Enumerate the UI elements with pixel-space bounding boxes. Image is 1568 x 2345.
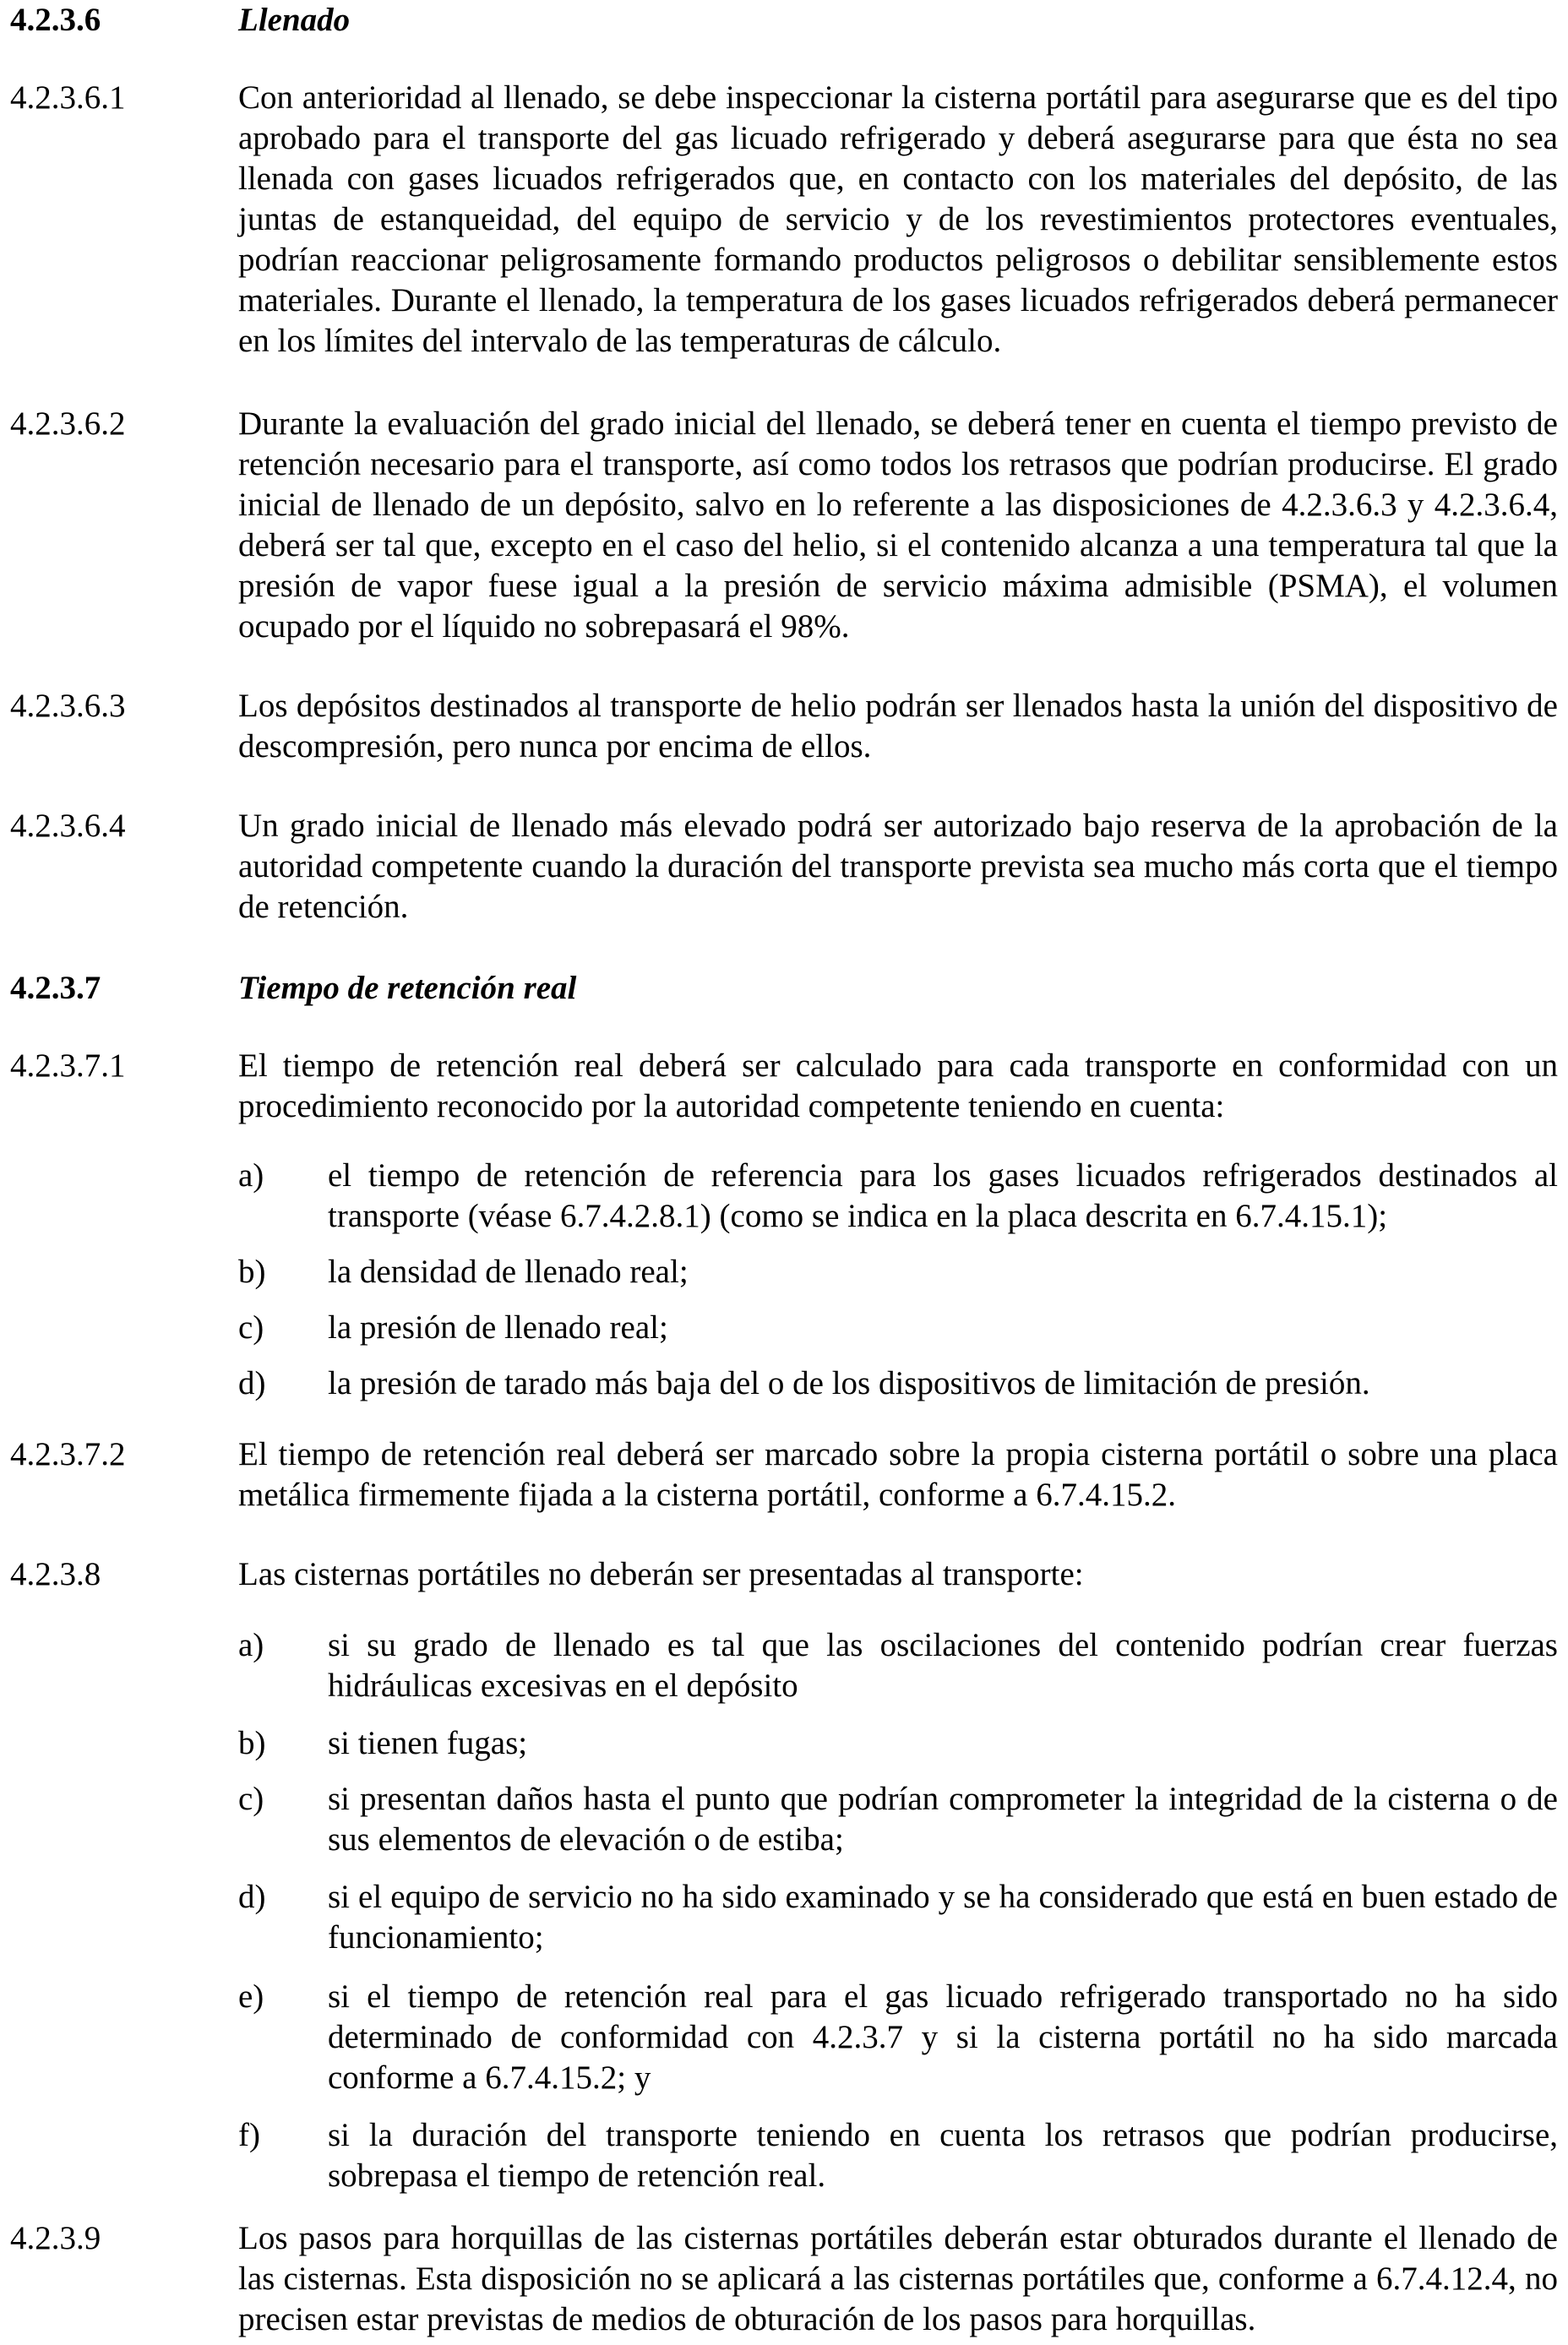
section-text: Las cisternas portátiles no deberán ser presentadas al transporte: bbox=[238, 1556, 1084, 1592]
list-item-label: d) bbox=[238, 1365, 266, 1401]
section-number: 4.2.3.6.1 bbox=[10, 79, 126, 116]
list-item-text: si su grado de llenado es tal que las oscilaciones del contenido podrían crear fuerzas hidráulicas excesivas en el depósito bbox=[328, 1627, 1558, 1704]
section-number: 4.2.3.7 bbox=[10, 970, 101, 1006]
list-item-label: e) bbox=[238, 1978, 264, 2015]
list-item-text: si presentan daños hasta el punto que podrían comprometer la integridad de la cisterna o de sus elementos de elevación o de estiba; bbox=[328, 1781, 1558, 1858]
section-text: Durante la evaluación del grado inicial del llenado, se deberá tener en cuenta el tiempo previsto de retención necesario para el transporte, así como todos los retrasos que podrían producirse. El grado inicial de llenado de un depósito, salvo en lo referente a las disposiciones de 4.2.3.6.3 y 4.2.3.6.4, deberá ser tal que, excepto en el caso del helio, si el contenido alcanza a una temperatura tal que la presión de vapor fuese igual a la presión de servicio máxima admisible (PSMA), el volumen ocupado por el líquido no sobrepasará el 98%. bbox=[238, 405, 1558, 645]
section-number: 4.2.3.8 bbox=[10, 1556, 101, 1592]
list-item bbox=[238, 1723, 1558, 1764]
section-paragraph bbox=[10, 806, 1558, 928]
list-item-text: si la duración del transporte teniendo en cuenta los retrasos que podrían producirse, sobrepasa el tiempo de retención real. bbox=[328, 2117, 1558, 2194]
section-number: 4.2.3.7.2 bbox=[10, 1436, 126, 1472]
section-paragraph bbox=[10, 686, 1558, 767]
list-item-label: c) bbox=[238, 1309, 264, 1346]
section-number: 4.2.3.9 bbox=[10, 2220, 101, 2256]
list-item bbox=[238, 1156, 1558, 1237]
list-item-label: a) bbox=[238, 1157, 264, 1194]
list-item-label: b) bbox=[238, 1725, 266, 1761]
section-number: 4.2.3.6.2 bbox=[10, 405, 126, 442]
section-text: Los pasos para horquillas de las cisternas portátiles deberán estar obturados durante el llenado de las cisternas. Esta disposición no se aplicará a las cisternas portátiles que, conforme a 6.7.4.12.4, no precisen estar previstas de medios de obturación de los pasos para horquillas. bbox=[238, 2220, 1558, 2337]
section-paragraph bbox=[10, 78, 1558, 362]
section-text: El tiempo de retención real deberá ser marcado sobre la propia cisterna portátil o sobre una placa metálica firmemente fijada a la cisterna portátil, conforme a 6.7.4.15.2. bbox=[238, 1436, 1558, 1513]
list-item-label: f) bbox=[238, 2117, 260, 2153]
section-number: 4.2.3.6 bbox=[10, 2, 101, 38]
list-item-text: la presión de tarado más baja del o de los dispositivos de limitación de presión. bbox=[328, 1365, 1370, 1401]
section-text: Un grado inicial de llenado más elevado podrá ser autorizado bajo reserva de la aprobación de la autoridad competente cuando la duración del transporte prevista sea mucho más corta que el tiempo de retención. bbox=[238, 808, 1558, 925]
section-paragraph bbox=[10, 1046, 1558, 1127]
list-item bbox=[238, 1779, 1558, 1860]
list-item-text: la presión de llenado real; bbox=[328, 1309, 668, 1346]
list-item bbox=[238, 1977, 1558, 2098]
list-item bbox=[238, 1308, 1558, 1348]
section-paragraph bbox=[10, 1434, 1558, 1515]
list-item-text: si el equipo de servicio no ha sido examinado y se ha considerado que está en buen estado de funcionamiento; bbox=[328, 1879, 1558, 1956]
list-item bbox=[238, 1363, 1558, 1404]
section-title: Tiempo de retención real bbox=[238, 970, 577, 1006]
list-item-text: el tiempo de retención de referencia para los gases licuados refrigerados destinados al transporte (véase 6.7.4.2.8.1) (como se indica en la placa descrita en 6.7.4.15.1); bbox=[328, 1157, 1558, 1234]
list-item-text: si el tiempo de retención real para el gas licuado refrigerado transportado no ha sido determinado de conformidad con 4.2.3.7 y si la cisterna portátil no ha sido marcada conforme a 6.7.4.15.2; y bbox=[328, 1978, 1558, 2096]
section-number: 4.2.3.7.1 bbox=[10, 1047, 126, 1084]
section-paragraph bbox=[10, 1554, 1558, 1595]
section-text: El tiempo de retención real deberá ser calculado para cada transporte en conformidad con un procedimiento reconocido por la autoridad competente teniendo en cuenta: bbox=[238, 1047, 1558, 1124]
section-heading bbox=[10, 0, 1558, 41]
section-paragraph bbox=[10, 404, 1558, 647]
section-title: Llenado bbox=[238, 2, 351, 38]
list-item-label: c) bbox=[238, 1781, 264, 1817]
section-heading bbox=[10, 968, 1558, 1009]
list-item bbox=[238, 1625, 1558, 1706]
list-item-text: si tienen fugas; bbox=[328, 1725, 528, 1761]
list-item bbox=[238, 1252, 1558, 1292]
section-number: 4.2.3.6.4 bbox=[10, 808, 126, 844]
section-number: 4.2.3.6.3 bbox=[10, 688, 126, 724]
list-item-label: a) bbox=[238, 1627, 264, 1663]
section-text: Con anterioridad al llenado, se debe inspeccionar la cisterna portátil para asegurarse que es del tipo aprobado para el transporte del gas licuado refrigerado y deberá asegurarse para que ésta no sea llenada con gases licuados refrigerados que, en contacto con los materiales del depósito, de las juntas de estanqueidad, del equipo de servicio y de los revestimientos protectores eventuales, podrían reaccionar peligrosamente formando productos peligrosos o debilitar sensiblemente estos materiales. Durante el llenado, la temperatura de los gases licuados refrigerados deberá permanecer en los límites del intervalo de las temperaturas de cálculo. bbox=[238, 79, 1558, 359]
list-item-label: d) bbox=[238, 1879, 266, 1915]
list-item-label: b) bbox=[238, 1254, 266, 1290]
list-item bbox=[238, 2115, 1558, 2196]
section-paragraph bbox=[10, 2218, 1558, 2340]
list-item-text: la densidad de llenado real; bbox=[328, 1254, 689, 1290]
list-item bbox=[238, 1877, 1558, 1958]
section-text: Los depósitos destinados al transporte de helio podrán ser llenados hasta la unión del dispositivo de descompresión, pero nunca por encima de ellos. bbox=[238, 688, 1558, 764]
